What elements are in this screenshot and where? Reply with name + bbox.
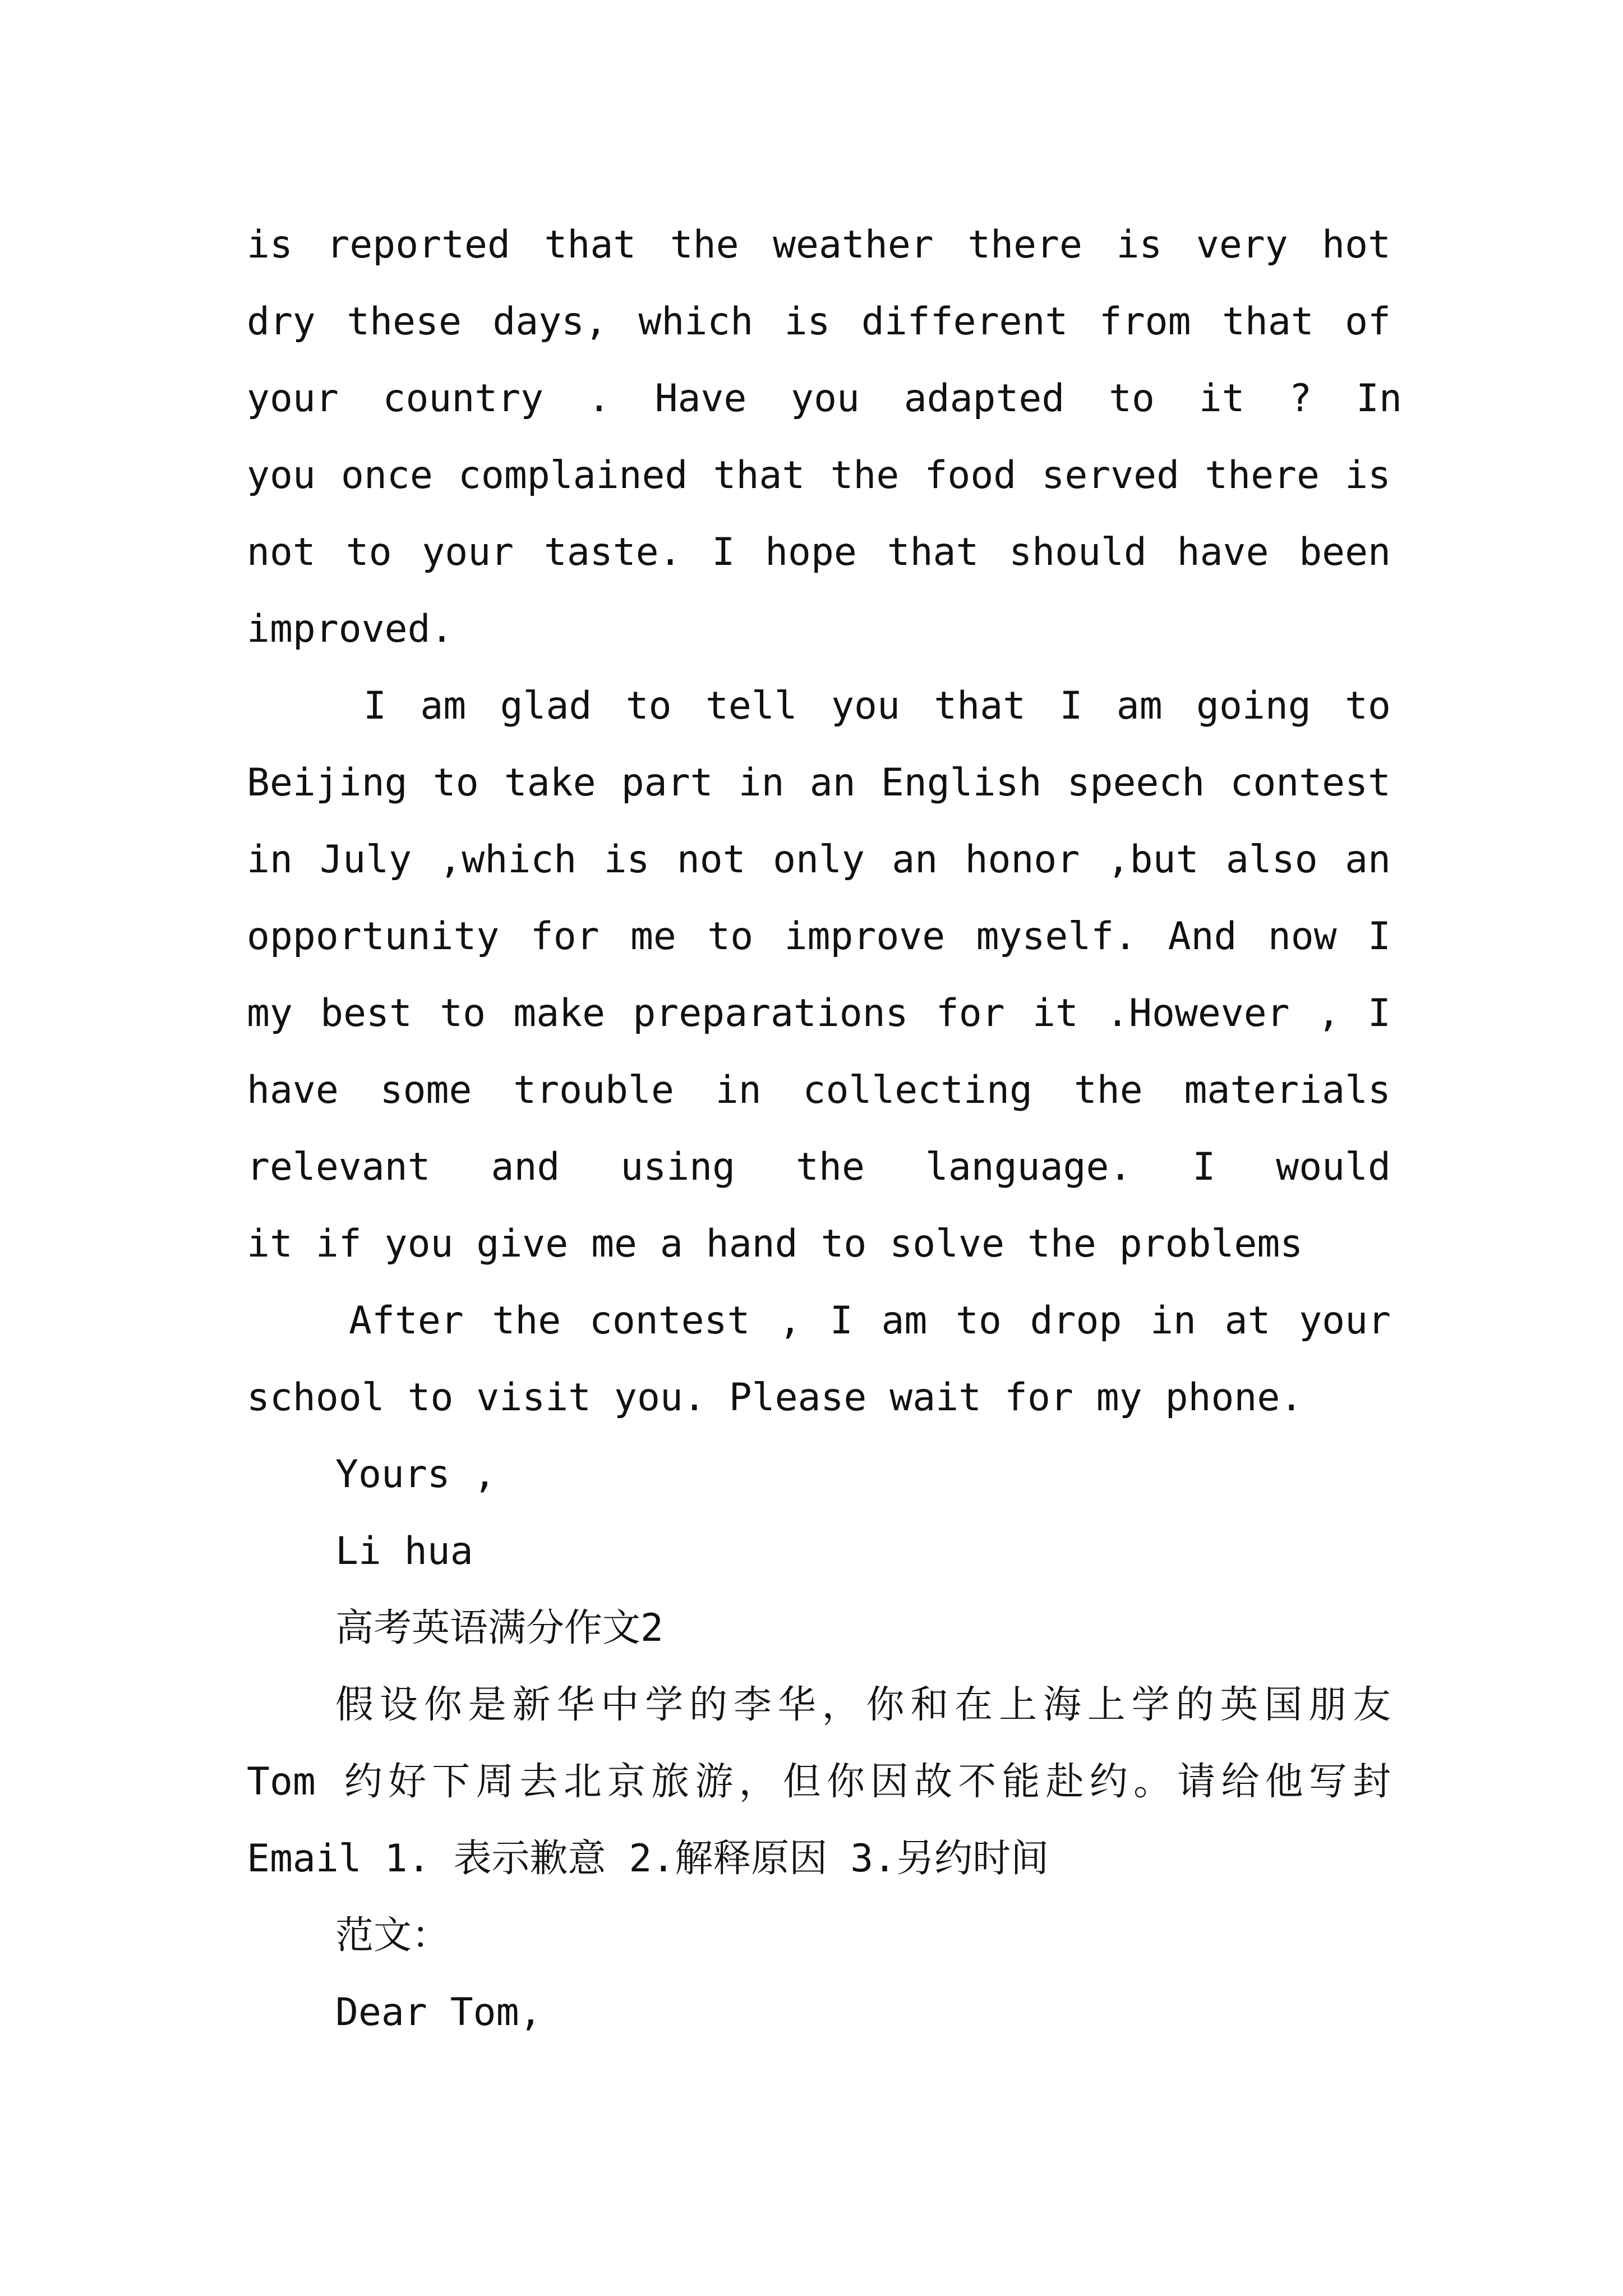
sample-label: 范文： <box>335 1913 450 1958</box>
text-line: I am glad to tell you that I am going to <box>363 684 1391 728</box>
text-line: have some trouble in collecting the materials <box>247 1068 1391 1112</box>
text-line: After the contest , I am to drop in at your <box>349 1299 1391 1343</box>
letter-signature: Li hua <box>335 1529 473 1573</box>
text-line: dry these days, which is different from that of <box>247 300 1391 344</box>
text-line: your country . Have you adapted to it ? In <box>247 376 1402 421</box>
text-line: improved. <box>247 607 454 651</box>
text-line: you once complained that the food served there is <box>247 453 1391 498</box>
text-line: opportunity for me to improve myself. And now I <box>247 914 1391 959</box>
text-line: it if you give me a hand to solve the problems <box>247 1222 1303 1266</box>
text-line: Beijing to take part in an English speech contest <box>247 761 1391 805</box>
letter-salutation: Dear Tom, <box>335 1990 542 2035</box>
letter-closing: Yours , <box>335 1452 496 1497</box>
text-line: in July ,which is not only an honor ,but also an <box>247 838 1391 882</box>
text-line: school to visit you. Please wait for my phone. <box>247 1375 1303 1420</box>
prompt-line: Email 1. 表示歉意 2.解释原因 3.另约时间 <box>247 1837 1049 1881</box>
text-line: not to your taste. I hope that should have been <box>247 530 1391 574</box>
prompt-line: 假设你是新华中学的李华，你和在上海上学的英国朋友 <box>335 1683 1391 1727</box>
text-line: my best to make preparations for it .However , I <box>247 991 1391 1036</box>
text-line: relevant and using the language. I would <box>247 1145 1391 1189</box>
text-line: is reported that the weather there is very hot <box>247 223 1391 267</box>
prompt-line: Tom 约好下周去北京旅游，但你因故不能赴约。请给他写封 <box>247 1760 1391 1804</box>
essay-heading: 高考英语满分作文2 <box>335 1606 663 1650</box>
